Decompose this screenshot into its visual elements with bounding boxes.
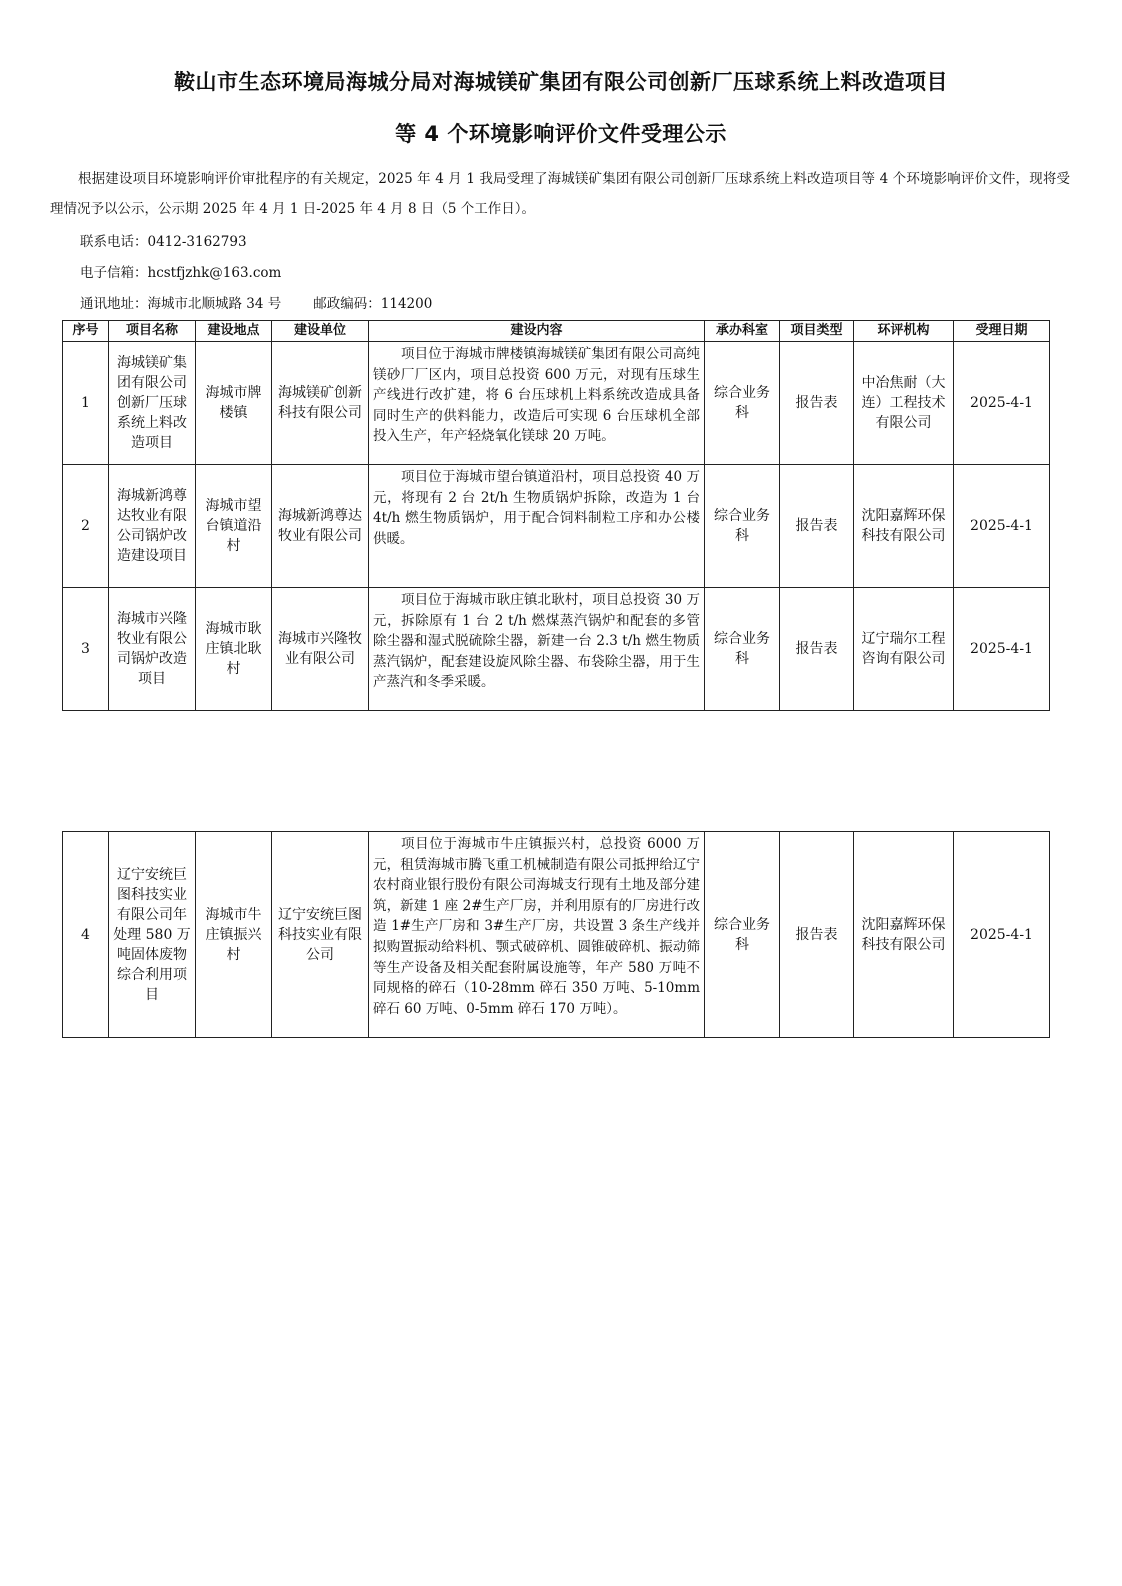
header-unit: 建设单位 [272, 321, 369, 342]
cell-no: 3 [63, 588, 109, 711]
cell-location: 海城市牌楼镇 [196, 342, 272, 465]
cell-no: 2 [63, 465, 109, 588]
header-content: 建设内容 [369, 321, 705, 342]
cell-unit: 海城市兴隆牧业有限公司 [272, 588, 369, 711]
page-title-line-2: 等 4 个环境影响评价文件受理公示 [395, 122, 727, 146]
cell-type: 报告表 [780, 588, 854, 711]
table-row [63, 465, 1050, 588]
cell-date: 2025-4-1 [954, 832, 1050, 1038]
cell-content: 项目位于海城市耿庄镇北耿村，项目总投资 30 万元，拆除原有 1 台 2 t/h 燃煤蒸汽锅炉和配套的多管除尘器和湿式脱硫除尘器，新建一台 2.3 t/h 燃生物质蒸汽锅炉，配套建设旋风除尘器、布袋除尘器，用于生产蒸汽和冬季采暖。 [369, 588, 705, 711]
cell-type: 报告表 [780, 465, 854, 588]
cell-agency: 沈阳嘉辉环保科技有限公司 [854, 465, 954, 588]
table-row [63, 342, 1050, 465]
contact-address: 通讯地址：海城市北顺城路 34 号 [80, 296, 282, 312]
table-row [63, 588, 1050, 711]
cell-name: 海城市兴隆牧业有限公司锅炉改造项目 [109, 588, 196, 711]
projects-table [62, 320, 1050, 711]
cell-location: 海城市耿庄镇北耿村 [196, 588, 272, 711]
contact-address-line [80, 292, 432, 312]
cell-content: 项目位于海城市望台镇道沿村，项目总投资 40 万元，将现有 2 台 2t/h 生物质锅炉拆除，改造为 1 台 4t/h 燃生物质锅炉，用于配合饲料制粒工序和办公楼供暖。 [369, 465, 705, 588]
header-no: 序号 [63, 321, 109, 342]
cell-date: 2025-4-1 [954, 342, 1050, 465]
cell-type: 报告表 [780, 342, 854, 465]
cell-unit: 海城镁矿创新科技有限公司 [272, 342, 369, 465]
cell-agency: 沈阳嘉辉环保科技有限公司 [854, 832, 954, 1038]
cell-dept: 综合业务科 [705, 588, 780, 711]
intro-paragraph: 根据建设项目环境影响评价审批程序的有关规定，2025 年 4 月 1 我局受理了海城镁矿集团有限公司创新厂压球系统上料改造项目等 4 个环境影响评价文件，现将受理情况予以公示，公示期 2025 年 4 月 1 日-2025 年 4 月 8 日（5 个工作日）。 [50, 171, 1070, 217]
cell-location: 海城市牛庄镇振兴村 [196, 832, 272, 1038]
projects-table-continued [62, 831, 1050, 1038]
cell-agency: 中冶焦耐（大连）工程技术有限公司 [854, 342, 954, 465]
cell-unit: 海城新鸿尊达牧业有限公司 [272, 465, 369, 588]
contact-postcode: 邮政编码：114200 [313, 296, 433, 312]
contact-email: 电子信箱：hcstfjzhk@163.com [80, 265, 282, 281]
cell-dept: 综合业务科 [705, 342, 780, 465]
cell-dept: 综合业务科 [705, 832, 780, 1038]
cell-location: 海城市望台镇道沿村 [196, 465, 272, 588]
cell-name: 辽宁安统巨图科技实业有限公司年处理 580 万吨固体废物综合利用项目 [109, 832, 196, 1038]
header-type: 项目类型 [780, 321, 854, 342]
cell-content: 项目位于海城市牛庄镇振兴村，总投资 6000 万元，租赁海城市腾飞重工机械制造有限公司抵押给辽宁农村商业银行股份有限公司海城支行现有土地及部分建筑，新建 1 座 2#生产厂房，并利用原有的厂房进行改造 1#生产厂房和 3#生产厂房，共设置 3 条生产线并拟购置振动给料机、颚式破碎机、圆锥破碎机、振动筛等生产设备及相关配套附属设施等，年产 580 万吨不同规格的碎石（10-28mm 碎石 350 万吨、5-10mm 碎石 60 万吨、0-5mm 碎石 170 万吨）。 [369, 832, 705, 1038]
header-agency: 环评机构 [854, 321, 954, 342]
cell-date: 2025-4-1 [954, 465, 1050, 588]
contact-phone: 联系电话：0412-3162793 [80, 234, 247, 250]
cell-type: 报告表 [780, 832, 854, 1038]
cell-no: 4 [63, 832, 109, 1038]
table-row [63, 832, 1050, 1038]
page-title-line-1: 鞍山市生态环境局海城分局对海城镁矿集团有限公司创新厂压球系统上料改造项目 [174, 70, 948, 94]
cell-agency: 辽宁瑞尔工程咨询有限公司 [854, 588, 954, 711]
header-location: 建设地点 [196, 321, 272, 342]
cell-name: 海城镁矿集团有限公司创新厂压球系统上料改造项目 [109, 342, 196, 465]
header-date: 受理日期 [954, 321, 1050, 342]
cell-no: 1 [63, 342, 109, 465]
cell-name: 海城新鸿尊达牧业有限公司锅炉改造建设项目 [109, 465, 196, 588]
cell-unit: 辽宁安统巨图科技实业有限公司 [272, 832, 369, 1038]
cell-dept: 综合业务科 [705, 465, 780, 588]
header-name: 项目名称 [109, 321, 196, 342]
cell-content: 项目位于海城市牌楼镇海城镁矿集团有限公司高纯镁砂厂厂区内，项目总投资 600 万元，对现有压球生产线进行改扩建，将 6 台压球机上料系统改造成具备同时生产的供料能力，改造后可实现 6 台压球机全部投入生产，年产轻烧氧化镁球 20 万吨。 [369, 342, 705, 465]
table-header-row [63, 321, 1050, 342]
header-dept: 承办科室 [705, 321, 780, 342]
cell-date: 2025-4-1 [954, 588, 1050, 711]
